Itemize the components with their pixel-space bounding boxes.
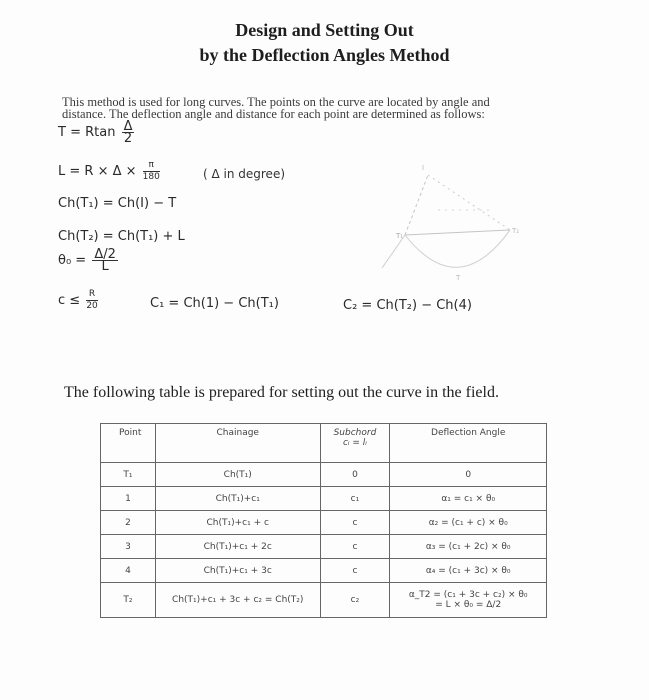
diagram-label-t1: T₁ [396,232,404,240]
cell-point: 4 [101,559,156,583]
header-subchord: Subchord cᵢ = lᵢ [320,424,390,463]
cell-chainage: Ch(T₁)+c₁ + 3c [155,559,320,583]
table-row [101,559,547,583]
diagram-label-t2: T₂ [512,227,520,235]
diagram-label-tp: T [456,274,461,282]
intro-paragraph-line-1: This method is used for long curves. The points on the curve are located by angle and [62,95,490,109]
diagram-label-i: I [422,164,425,172]
formula-c2: C₂ = Ch(T₂) − Ch(4) [343,298,472,313]
table-row [101,463,547,487]
cell-deflection: α₄ = (c₁ + 3c) × θ₀ [390,559,547,583]
cell-point: T₂ [101,583,156,618]
cell-deflection: 0 [390,463,547,487]
cell-deflection: α₃ = (c₁ + 2c) × θ₀ [390,535,547,559]
table-row [101,583,547,618]
cell-chainage: Ch(T₁) [155,463,320,487]
tangent-line-1 [405,175,428,235]
cell-subchord: c [320,511,390,535]
cell-subchord: c₂ [320,583,390,618]
cell-subchord: c [320,535,390,559]
intro-paragraph-line-2: distance. The deflection angle and distance for each point are determined as follows: [62,107,485,121]
curve-arc [405,230,510,267]
setting-out-table [100,423,547,618]
curve-diagram [360,140,520,285]
document-subtitle: by the Deflection Angles Method [199,45,450,65]
cell-chainage: Ch(T₁)+c₁ + 2c [155,535,320,559]
formula-chainage-t2: Ch(T₂) = Ch(T₁) + L [58,229,185,244]
formula-length: L = R × Δ × $\frac{\pi}{180}$ [58,160,160,182]
cell-point: 3 [101,535,156,559]
header-point: Point [101,424,156,463]
formula-chord-limit: c ≤ $\frac{R}{20}$ [58,289,98,311]
header-chainage: Chainage [155,424,320,463]
formula-length-note: ( Δ in degree) [203,167,286,181]
formula-tangent: T = Rtan $\frac{\Delta}{2}$ [58,119,133,146]
cell-deflection: α₁ = c₁ × θ₀ [390,487,547,511]
cell-chainage: Ch(T₁)+c₁ + c [155,511,320,535]
table-row [101,487,547,511]
cell-chainage: Ch(T₁)+c₁ [155,487,320,511]
chord-line [405,230,510,235]
cell-deflection: α₂ = (c₁ + c) × θ₀ [390,511,547,535]
cell-point: 1 [101,487,156,511]
cell-chainage: Ch(T₁)+c₁ + 3c + c₂ = Ch(T₂) [155,583,320,618]
cell-deflection: α_T2 = (c₁ + 3c + c₂) × θ₀ = L × θ₀ = Δ/2 [390,583,547,618]
table-intro: The following table is prepared for setting out the curve in the field. [64,384,499,401]
cell-subchord: c₁ [320,487,390,511]
cell-subchord: c [320,559,390,583]
formula-chainage-t1: Ch(T₁) = Ch(I) − T [58,196,177,211]
table-row [101,511,547,535]
formula-c1: C₁ = Ch(1) − Ch(T₁) [150,296,279,311]
table-row [101,535,547,559]
document-title: Design and Setting Out [235,20,414,40]
cell-point: T₁ [101,463,156,487]
formula-theta: θ₀ = $\frac{\Delta/2}{L}$ [58,247,116,274]
header-deflection: Deflection Angle [390,424,547,463]
table-header-row [101,424,547,463]
cell-point: 2 [101,511,156,535]
cell-subchord: 0 [320,463,390,487]
tangent-line-2 [428,175,510,230]
